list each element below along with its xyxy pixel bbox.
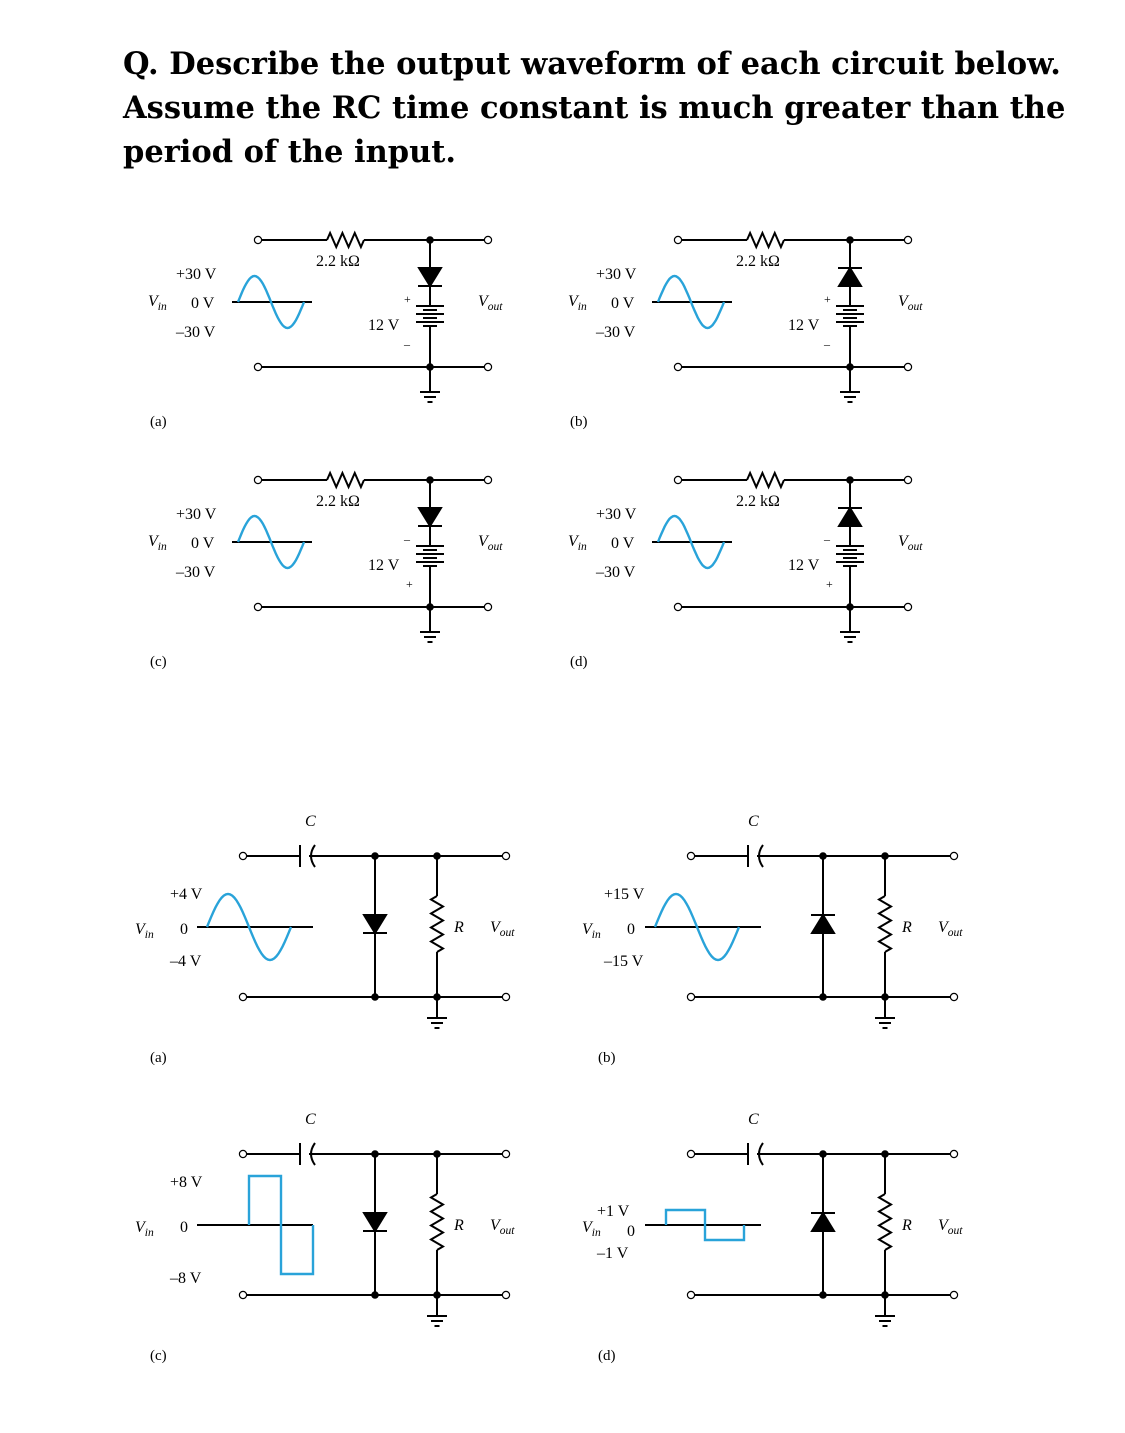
terminal [239, 1291, 246, 1298]
vout-label [490, 1217, 515, 1237]
vout-label-sub: out [487, 541, 503, 553]
resistor-zigzag [747, 233, 784, 247]
clamper-circuit-a [150, 813, 515, 1066]
figure-label: (a) [150, 414, 167, 430]
resistor-vertical [879, 896, 891, 952]
battery-top-polarity: – [404, 532, 410, 546]
vin-label-text [135, 1219, 154, 1239]
terminal [950, 852, 957, 859]
vin-positive-peak: +15 V [604, 886, 645, 903]
vout-label [898, 533, 923, 553]
vin-positive-peak: +30 V [176, 266, 217, 283]
vin-zero-label: 0 [180, 921, 188, 938]
clipper-circuit-d [568, 473, 923, 670]
vout-label [898, 293, 923, 313]
ground-symbol [875, 1306, 895, 1326]
question-line-3: period of the input. [123, 134, 457, 170]
resistor-vertical [879, 1194, 891, 1250]
figure-label: (c) [150, 1348, 167, 1364]
figure-label: (d) [598, 1348, 616, 1364]
diode-down-icon [363, 1213, 387, 1231]
diode-triangle [812, 915, 834, 933]
vin-positive-peak: +30 V [596, 506, 637, 523]
vin-negative-peak: –15 V [604, 953, 644, 970]
vin-negative-peak: –30 V [176, 324, 216, 341]
terminal [239, 1150, 246, 1157]
vin-label-text [568, 293, 587, 313]
ground-symbol [840, 622, 860, 642]
vin-zero-label: 0 V [191, 295, 215, 312]
vin-positive-peak: +1 V [597, 1203, 630, 1220]
ground-symbol [420, 622, 440, 642]
terminal [687, 1150, 694, 1157]
battery-voltage-label: 12 V [788, 317, 820, 334]
resistor-label: R [902, 919, 912, 936]
clamper-input-labels-a [135, 886, 203, 970]
question-line-2: Assume the RC time constant is much greater than the [123, 90, 1066, 126]
battery-icon [836, 306, 864, 326]
resistor-label: 2.2 kΩ [316, 493, 360, 510]
vin-label-sub: in [577, 541, 587, 553]
vout-label [478, 533, 503, 553]
vin-positive-peak: +8 V [170, 1174, 203, 1191]
vout-label [490, 919, 515, 939]
vout-label-sub: out [487, 301, 503, 313]
battery-voltage-label: 12 V [368, 557, 400, 574]
vin-label [135, 1219, 154, 1239]
vin-zero-label: 0 [627, 1223, 635, 1240]
ground-symbol [427, 1306, 447, 1326]
terminal [950, 993, 957, 1000]
diode-triangle [364, 1213, 386, 1231]
vout-label [938, 919, 963, 939]
diode-triangle [839, 508, 861, 526]
resistor-label: 2.2 kΩ [316, 253, 360, 270]
vin-label-main: V [568, 293, 578, 310]
vin-label-sub: in [144, 929, 154, 941]
vin-label [148, 293, 167, 313]
terminal [254, 603, 261, 610]
vin-negative-peak: –8 V [170, 1270, 202, 1287]
terminal [674, 236, 681, 243]
battery-bottom-polarity: + [406, 577, 413, 591]
vin-label [135, 921, 154, 941]
vin-zero-label: 0 V [611, 535, 635, 552]
vout-label-main: V [898, 293, 908, 310]
terminal [904, 603, 911, 610]
terminal [502, 852, 509, 859]
vin-label-sub: in [591, 1227, 601, 1239]
capacitor-label: C [305, 813, 316, 830]
vout-label-sub: out [499, 927, 515, 939]
diode-up-icon [838, 268, 862, 286]
vin-label-sub: in [591, 929, 601, 941]
vin-negative-peak: –1 V [597, 1245, 629, 1262]
vout-label-main: V [938, 919, 948, 936]
terminal [484, 476, 491, 483]
diode-triangle [839, 268, 861, 286]
vin-label [582, 1219, 601, 1239]
diode-up-icon [811, 915, 835, 933]
battery-bottom-polarity: – [404, 337, 410, 351]
vin-label [568, 533, 587, 553]
vout-label-main: V [490, 919, 500, 936]
terminal [687, 1291, 694, 1298]
question-line-1: Q. Describe the output waveform of each circuit below. [123, 46, 1061, 82]
diode-up-icon [838, 508, 862, 526]
vin-zero-label: 0 V [611, 295, 635, 312]
ground-symbol [427, 1008, 447, 1028]
resistor-vertical [431, 896, 443, 952]
battery-icon [836, 546, 864, 566]
vin-positive-peak: +4 V [170, 886, 203, 903]
vout-label-text [938, 1217, 963, 1237]
diode-triangle [812, 1213, 834, 1231]
vout-label-text [898, 293, 923, 313]
clamper-circuit-c [150, 1111, 515, 1364]
vout-label-sub: out [907, 301, 923, 313]
vin-zero-label: 0 [180, 1219, 188, 1236]
battery-icon [416, 546, 444, 566]
terminal [687, 852, 694, 859]
clipper-circuit-c [148, 473, 503, 670]
terminal [904, 363, 911, 370]
vin-positive-peak: +30 V [596, 266, 637, 283]
diode-down-icon [418, 268, 442, 286]
vin-label-sub: in [157, 301, 167, 313]
battery-voltage-label: 12 V [788, 557, 820, 574]
capacitor-label: C [305, 1111, 316, 1128]
clamper-input-labels-c [135, 1174, 203, 1287]
resistor-zigzag [747, 473, 784, 487]
resistor-zigzag [327, 233, 364, 247]
vin-label-main: V [582, 1219, 592, 1236]
figure-label: (c) [150, 654, 167, 670]
vout-label-text [478, 533, 503, 553]
resistor-vertical [431, 1194, 443, 1250]
terminal [674, 476, 681, 483]
vin-label-text [148, 533, 167, 553]
vout-label-main: V [490, 1217, 500, 1234]
ground-symbol [840, 382, 860, 402]
clipper-circuit-a [148, 233, 503, 430]
resistor-label: R [902, 1217, 912, 1234]
terminal [239, 993, 246, 1000]
vout-label-text [898, 533, 923, 553]
battery-top-polarity: + [824, 292, 831, 306]
terminal [484, 236, 491, 243]
clipper-circuit-b [568, 233, 923, 430]
vin-label-main: V [148, 293, 158, 310]
vout-label-sub: out [499, 1225, 515, 1237]
vin-label-text [148, 293, 167, 313]
vout-label-text [938, 919, 963, 939]
vout-label-main: V [938, 1217, 948, 1234]
terminal [904, 236, 911, 243]
vout-label-main: V [898, 533, 908, 550]
ground-symbol [875, 1008, 895, 1028]
vout-label-sub: out [947, 927, 963, 939]
battery-icon [416, 306, 444, 326]
vin-positive-peak: +30 V [176, 506, 217, 523]
vout-label-sub: out [947, 1225, 963, 1237]
vin-label-main: V [568, 533, 578, 550]
terminal [484, 603, 491, 610]
vin-negative-peak: –30 V [176, 564, 216, 581]
vin-label [148, 533, 167, 553]
vout-label-text [490, 919, 515, 939]
battery-bottom-polarity: + [826, 577, 833, 591]
clamper-input-labels-d [582, 1203, 635, 1262]
diode-triangle [419, 268, 441, 286]
diode-up-icon [811, 1213, 835, 1231]
vin-label-sub: in [157, 541, 167, 553]
vin-label-text [135, 921, 154, 941]
vout-label-text [478, 293, 503, 313]
terminal [674, 363, 681, 370]
capacitor-label: C [748, 813, 759, 830]
vout-label-main: V [478, 533, 488, 550]
vin-label-main: V [135, 921, 145, 938]
diode-down-icon [363, 915, 387, 933]
figure-label: (a) [150, 1050, 167, 1066]
diode-triangle [364, 915, 386, 933]
vin-label-text [582, 921, 601, 941]
vin-label-main: V [135, 1219, 145, 1236]
figure-label: (d) [570, 654, 588, 670]
resistor-label: 2.2 kΩ [736, 253, 780, 270]
vout-label-main: V [478, 293, 488, 310]
vin-label-text [568, 533, 587, 553]
clamper-input-labels-b [582, 886, 645, 970]
vin-label-main: V [582, 921, 592, 938]
resistor-zigzag [327, 473, 364, 487]
vout-label-text [490, 1217, 515, 1237]
terminal [502, 1150, 509, 1157]
battery-top-polarity: + [404, 292, 411, 306]
vout-label-sub: out [907, 541, 923, 553]
vin-zero-label: 0 [627, 921, 635, 938]
vin-label-sub: in [144, 1227, 154, 1239]
terminal [502, 993, 509, 1000]
vin-label [568, 293, 587, 313]
terminal [254, 476, 261, 483]
diode-down-icon [418, 508, 442, 526]
ground-symbol [420, 382, 440, 402]
figure-label: (b) [570, 414, 588, 430]
vin-label [582, 921, 601, 941]
resistor-label: 2.2 kΩ [736, 493, 780, 510]
diode-triangle [419, 508, 441, 526]
terminal [484, 363, 491, 370]
clamper-circuit-b [598, 813, 963, 1066]
terminal [674, 603, 681, 610]
terminal [950, 1291, 957, 1298]
vin-negative-peak: –4 V [170, 953, 202, 970]
clamper-circuit-d [598, 1111, 963, 1364]
resistor-label: R [454, 919, 464, 936]
terminal [904, 476, 911, 483]
battery-bottom-polarity: – [824, 337, 830, 351]
battery-voltage-label: 12 V [368, 317, 400, 334]
vin-label-sub: in [577, 301, 587, 313]
vin-label-main: V [148, 533, 158, 550]
vin-negative-peak: –30 V [596, 564, 636, 581]
vout-label [478, 293, 503, 313]
terminal [254, 236, 261, 243]
terminal [687, 993, 694, 1000]
resistor-label: R [454, 1217, 464, 1234]
terminal [254, 363, 261, 370]
vin-label-text [582, 1219, 601, 1239]
terminal [502, 1291, 509, 1298]
vout-label [938, 1217, 963, 1237]
capacitor-label: C [748, 1111, 759, 1128]
vin-zero-label: 0 V [191, 535, 215, 552]
terminal [239, 852, 246, 859]
terminal [950, 1150, 957, 1157]
vin-negative-peak: –30 V [596, 324, 636, 341]
figure-label: (b) [598, 1050, 616, 1066]
battery-top-polarity: – [824, 532, 830, 546]
